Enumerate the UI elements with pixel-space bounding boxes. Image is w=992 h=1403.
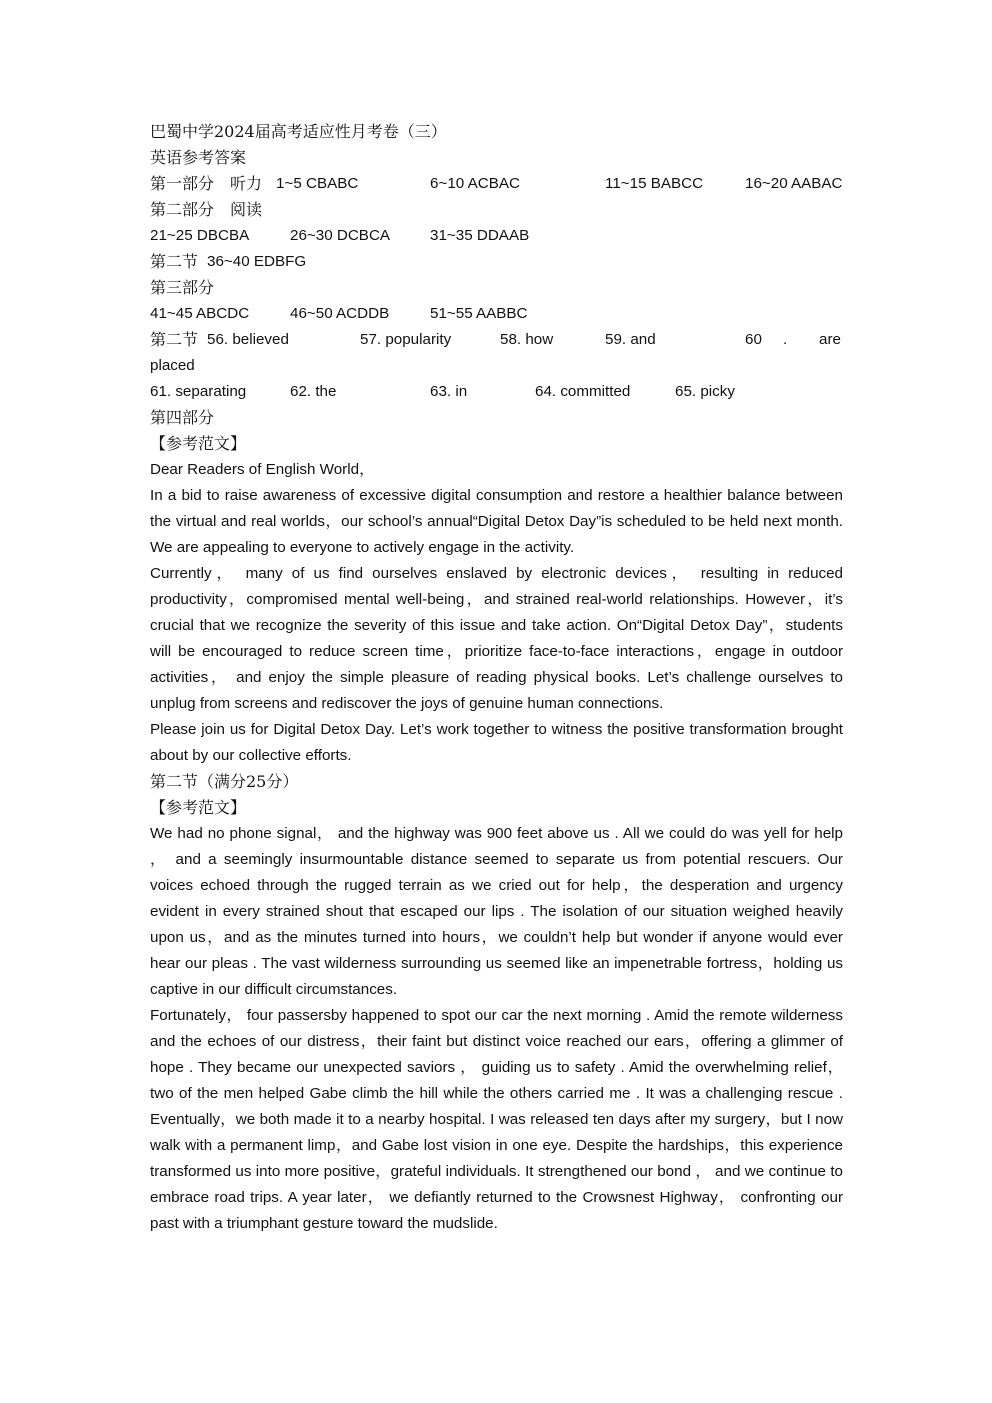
part3-answers-1: 41~45 ABCDC — [150, 305, 250, 322]
part2-row — [150, 223, 843, 249]
document-title: 巴蜀中学2024届高考适应性月考卷（三） — [150, 122, 447, 141]
document-subtitle: 英语参考答案 — [150, 148, 247, 167]
part2-answers-1: 21~25 DBCBA — [150, 227, 250, 244]
part1-answers-1: 1~5 CBABC — [276, 175, 359, 192]
sample1-paragraph-1: In a bid to raise awareness of excessive digital consumption and restore a healthier balance between the virtual and real worlds，our school’s annual“Digital Detox Day”is scheduled to be held next month. We are appealing to everyone to actively engage in the activity. — [150, 487, 843, 556]
part1-label: 第一部分 听力 — [150, 174, 263, 193]
answer-65: 65. picky — [675, 383, 735, 400]
answer-key-document — [150, 119, 843, 1237]
part2-answers-3: 31~35 DDAAB — [430, 227, 530, 244]
part1-row — [150, 171, 843, 197]
part4-label: 第四部分 — [150, 408, 215, 427]
part2-section2-row — [150, 249, 843, 275]
part1-answers-4: 16~20 AABAC — [745, 175, 843, 192]
part3-label: 第三部分 — [150, 278, 215, 297]
answer-57: 57. popularity — [360, 331, 452, 348]
sample1-label: 【参考范文】 — [150, 434, 247, 453]
part1-answers-2: 6~10 ACBAC — [430, 175, 520, 192]
part3-section2-row — [150, 327, 843, 353]
sample1-paragraph-3: Please join us for Digital Detox Day. Let’s work together to witness the positive transformation brought about by our collective efforts. — [150, 721, 843, 764]
part3-wrap-row — [150, 353, 843, 379]
sample1-paragraph-2: Currently， many of us find ourselves enslaved by electronic devices， resulting in reduced productivity，compromised mental well-being，and strained real-world relationships. However，it’s crucial that we recognize the severity of this issue and take action. On“Digital Detox Day”，students will be encouraged to reduce screen time，prioritize face-to-face interactions，engage in outdoor activities， and enjoy the simple pleasure of reading physical books. Let’s challenge ourselves to unplug from screens and rediscover the joys of genuine human connections. — [150, 565, 843, 712]
answer-62: 62. the — [290, 383, 337, 400]
answer-59: 59. and — [605, 331, 656, 348]
part2-section2-label: 第二节 — [150, 252, 199, 271]
part3-answers-2: 46~50 ACDDB — [290, 305, 390, 322]
part2-answers-2: 26~30 DCBCA — [290, 227, 391, 244]
part3-answers-3: 51~55 AABBC — [430, 305, 528, 322]
sample1-salutation: Dear Readers of English World， — [150, 461, 375, 478]
answer-60-dot: . — [783, 331, 788, 348]
part2-section2-answers: 36~40 EDBFG — [207, 253, 307, 270]
answer-60-word2: placed — [150, 357, 195, 374]
answer-58: 58. how — [500, 331, 554, 348]
answer-60-number: 60 — [745, 331, 762, 348]
answer-63: 63. in — [430, 383, 468, 400]
part1-answers-3: 11~15 BABCC — [605, 175, 704, 192]
sample2-paragraph-1: We had no phone signal， and the highway was 900 feet above us . All we could do was yell for help ， and a seemingly insurmountable distance seemed to separate us from potential rescuers. Our voices echoed through the rugged terrain as we cried out for help，the desperation and urgency evident in every strained shout that escaped our lips . The isolation of our situation weighed heavily upon us，and as the minutes turned into hours，we couldn’t help but wonder if anyone would ever hear our pleas . The vast wilderness surrounding us seemed like an impenetrable fortress，holding us captive in our difficult circumstances. — [150, 825, 843, 998]
sample2-label: 【参考范文】 — [150, 798, 247, 817]
answer-64: 64. committed — [535, 383, 631, 400]
part3-section2-row2 — [150, 379, 843, 405]
part3-section2-label: 第二节 — [150, 330, 199, 349]
part3-row — [150, 301, 843, 327]
part2-label: 第二部分 阅读 — [150, 200, 263, 219]
answer-61: 61. separating — [150, 383, 247, 400]
sample2-paragraph-2: Fortunately， four passersby happened to spot our car the next morning . Amid the remote wilderness and the echoes of our distress，their faint but distinct voice reached our ears，offering a glimmer of hope . They became our unexpected saviors ， guiding us to safety . Amid the overwhelming relief，two of the men helped Gabe climb the hill while the others carried me . It was a challenging rescue . Eventually，we both made it to a nearby hospital. I was released ten days after my surgery，but I now walk with a permanent limp，and Gabe lost vision in one eye. Despite the hardships，this experience transformed us into more positive，grateful individuals. It strengthened our bond ， and we continue to embrace road trips. A year later， we defiantly returned to the Crowsnest Highway， confronting our past with a triumphant gesture toward the mudslide. — [150, 1007, 843, 1232]
answer-56: 56. believed — [207, 331, 289, 348]
answer-60-word1: are — [819, 331, 841, 348]
part4-section2-label: 第二节（满分25分） — [150, 772, 299, 791]
